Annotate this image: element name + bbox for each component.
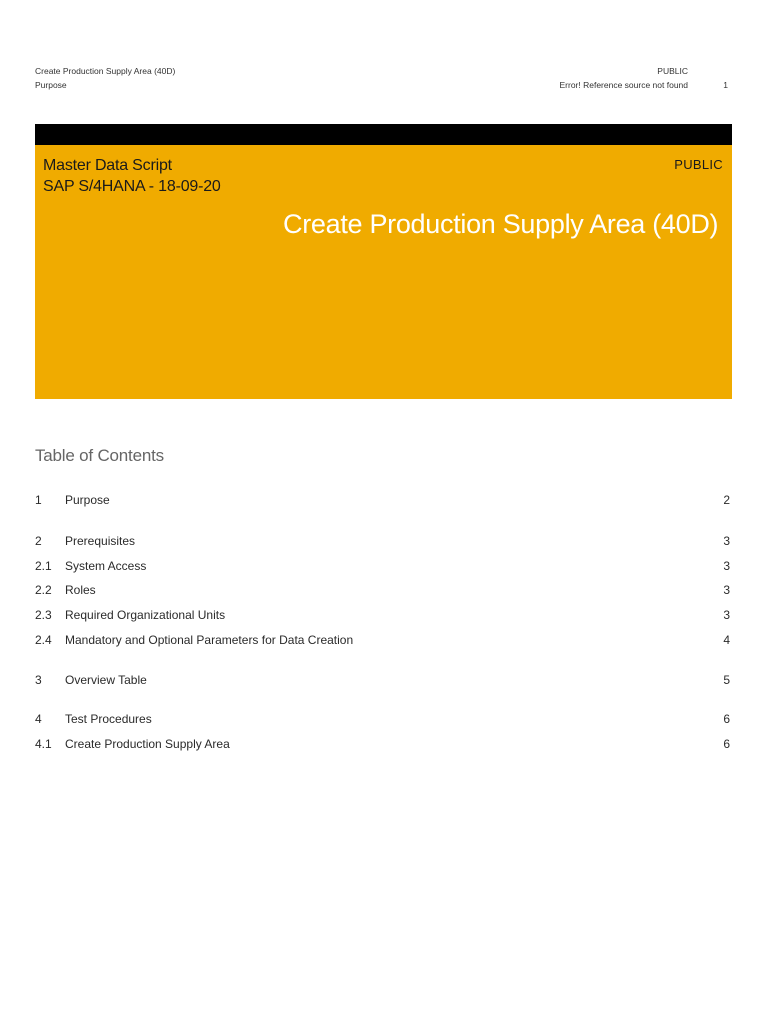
toc-entry-page: 6 — [723, 737, 730, 751]
header-document-title: Create Production Supply Area (40D) — [35, 66, 176, 76]
toc-entry-page: 3 — [723, 583, 730, 597]
toc-entry-number: 2.4 — [35, 633, 52, 647]
toc-entry[interactable] — [35, 580, 730, 600]
toc-entry-number: 1 — [35, 493, 42, 507]
toc-entry-page: 6 — [723, 712, 730, 726]
cover-black-bar — [35, 124, 732, 145]
cover-script-type: Master Data Script — [43, 157, 172, 174]
cover-classification: PUBLIC — [674, 157, 723, 172]
toc-entry[interactable] — [35, 531, 730, 551]
toc-entry-title: Required Organizational Units — [65, 608, 226, 622]
cover-product-version: SAP S/4HANA - 18-09-20 — [43, 178, 221, 195]
cover-title: Create Production Supply Area (40D) — [283, 209, 719, 239]
toc-entry[interactable] — [35, 556, 730, 576]
header-page-number: 1 — [723, 80, 728, 90]
header-reference-error: Error! Reference source not found — [559, 80, 688, 90]
toc-entry-page: 4 — [723, 633, 730, 647]
toc-entry-page: 3 — [723, 559, 730, 573]
toc-entry-title: Mandatory and Optional Parameters for Data Creation — [65, 633, 354, 647]
toc-entry[interactable] — [35, 490, 730, 510]
toc-entry-number: 2 — [35, 534, 42, 548]
toc-entry-title: Prerequisites — [65, 534, 136, 548]
header-right — [559, 64, 688, 92]
toc-entry-title: Roles — [65, 583, 96, 597]
toc-entry-title: System Access — [65, 559, 147, 573]
toc-entry[interactable] — [35, 709, 730, 729]
cover-meta — [43, 155, 221, 197]
toc-entry-title: Test Procedures — [65, 712, 152, 726]
toc-entry-page: 3 — [723, 534, 730, 548]
toc-entry[interactable] — [35, 605, 730, 625]
header-left — [35, 64, 175, 92]
toc-heading: Table of Contents — [35, 446, 164, 465]
toc-entry[interactable] — [35, 630, 730, 650]
header-section-name: Purpose — [35, 80, 67, 90]
toc-entry-title: Create Production Supply Area — [65, 737, 230, 751]
toc-entry-number: 3 — [35, 673, 42, 687]
header-classification: PUBLIC — [657, 66, 688, 76]
toc-entry-page: 5 — [723, 673, 730, 687]
toc-entry-number: 4.1 — [35, 737, 52, 751]
toc-entry[interactable] — [35, 670, 730, 690]
cover-band — [35, 145, 732, 399]
toc-entry-number: 4 — [35, 712, 42, 726]
toc-entry-page: 2 — [723, 493, 730, 507]
toc-entry-page: 3 — [723, 608, 730, 622]
toc-entry-number: 2.3 — [35, 608, 52, 622]
toc-entry-title: Purpose — [65, 493, 110, 507]
toc-entry[interactable] — [35, 734, 730, 754]
toc-entry-number: 2.2 — [35, 583, 52, 597]
toc-entry-title: Overview Table — [65, 673, 147, 687]
toc-entry-number: 2.1 — [35, 559, 52, 573]
page-header — [35, 64, 732, 94]
